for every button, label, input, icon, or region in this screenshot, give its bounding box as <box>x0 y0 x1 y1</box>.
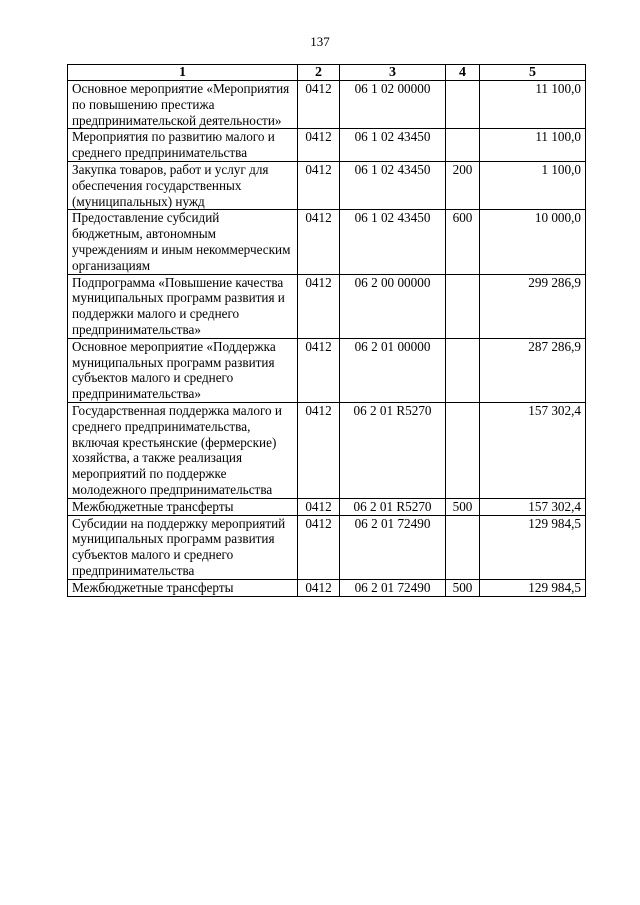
table-row <box>68 274 586 338</box>
header-col-section: 2 <box>298 65 340 81</box>
header-col-type: 4 <box>446 65 480 81</box>
row-type <box>446 81 480 129</box>
row-amount: 129 984,5 <box>480 515 586 579</box>
row-type <box>446 129 480 162</box>
row-code: 06 1 02 43450 <box>340 129 446 162</box>
row-section: 0412 <box>298 274 340 338</box>
row-code: 06 2 01 00000 <box>340 338 446 402</box>
row-code: 06 2 00 00000 <box>340 274 446 338</box>
row-code: 06 1 02 43450 <box>340 161 446 209</box>
table-row <box>68 579 586 596</box>
table-row <box>68 515 586 579</box>
row-name: Мероприятия по развитию малого и среднего предпринимательства <box>68 129 298 162</box>
row-code: 06 2 01 R5270 <box>340 402 446 498</box>
table-row <box>68 338 586 402</box>
table-row <box>68 81 586 129</box>
header-col-code: 3 <box>340 65 446 81</box>
row-section: 0412 <box>298 129 340 162</box>
row-name: Межбюджетные трансферты <box>68 498 298 515</box>
budget-table <box>67 64 586 597</box>
table-row <box>68 161 586 209</box>
row-section: 0412 <box>298 81 340 129</box>
row-type <box>446 338 480 402</box>
row-code: 06 2 01 72490 <box>340 515 446 579</box>
table-row <box>68 129 586 162</box>
row-name: Подпрограмма «Повышение качества муниципальных программ развития и поддержки малого и среднего предпринимательства» <box>68 274 298 338</box>
row-name: Предоставление субсидий бюджетным, автономным учреждениям и иным некоммерческим организациям <box>68 210 298 274</box>
row-type: 200 <box>446 161 480 209</box>
header-col-name: 1 <box>68 65 298 81</box>
row-code: 06 1 02 00000 <box>340 81 446 129</box>
row-amount: 157 302,4 <box>480 498 586 515</box>
row-section: 0412 <box>298 402 340 498</box>
row-type <box>446 402 480 498</box>
row-amount: 129 984,5 <box>480 579 586 596</box>
table-row <box>68 210 586 274</box>
row-section: 0412 <box>298 579 340 596</box>
row-amount: 299 286,9 <box>480 274 586 338</box>
row-type: 500 <box>446 579 480 596</box>
row-name: Основное мероприятие «Поддержка муниципальных программ развития субъектов малого и среднего предпринимательства» <box>68 338 298 402</box>
page-number: 137 <box>310 34 330 49</box>
row-code: 06 1 02 43450 <box>340 210 446 274</box>
row-name: Основное мероприятие «Мероприятия по повышению престижа предпринимательской деятельности» <box>68 81 298 129</box>
table-row <box>68 402 586 498</box>
header-col-amount: 5 <box>480 65 586 81</box>
row-amount: 1 100,0 <box>480 161 586 209</box>
row-name: Межбюджетные трансферты <box>68 579 298 596</box>
row-code: 06 2 01 72490 <box>340 579 446 596</box>
row-amount: 11 100,0 <box>480 129 586 162</box>
row-section: 0412 <box>298 515 340 579</box>
row-section: 0412 <box>298 210 340 274</box>
row-type <box>446 515 480 579</box>
table-row <box>68 498 586 515</box>
row-amount: 11 100,0 <box>480 81 586 129</box>
header-row <box>68 65 586 81</box>
row-name: Субсидии на поддержку мероприятий муниципальных программ развития субъектов малого и среднего предпринимательства <box>68 515 298 579</box>
row-name: Государственная поддержка малого и среднего предпринимательства, включая крестьянские (фермерские) хозяйства, а также реализация мероприятий по поддержке молодежного предпринимательства <box>68 402 298 498</box>
row-type <box>446 274 480 338</box>
row-section: 0412 <box>298 338 340 402</box>
row-section: 0412 <box>298 161 340 209</box>
row-name: Закупка товаров, работ и услуг для обеспечения государственных (муниципальных) нужд <box>68 161 298 209</box>
row-code: 06 2 01 R5270 <box>340 498 446 515</box>
row-amount: 10 000,0 <box>480 210 586 274</box>
row-amount: 287 286,9 <box>480 338 586 402</box>
row-type: 500 <box>446 498 480 515</box>
row-amount: 157 302,4 <box>480 402 586 498</box>
row-section: 0412 <box>298 498 340 515</box>
row-type: 600 <box>446 210 480 274</box>
